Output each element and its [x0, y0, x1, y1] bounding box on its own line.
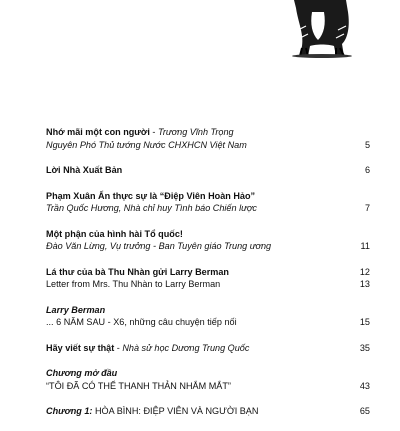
toc-text: HÒA BÌNH: ĐIỆP VIÊN VÀ NGƯỜI BẠN: [92, 406, 259, 416]
toc-text: Nguyên Phó Thủ tướng Nước CHXHCN Việt Nam: [46, 139, 247, 150]
page-number: 11: [360, 241, 370, 251]
toc-line: [46, 380, 374, 393]
toc-text: Lời Nhà Xuất Bản: [46, 165, 123, 175]
toc-entry[interactable]: [46, 367, 374, 392]
toc-entry[interactable]: [46, 405, 374, 418]
toc-text: -: [149, 127, 158, 137]
toc-text: Nhớ mãi một con người: [46, 127, 150, 137]
toc-entry[interactable]: [46, 342, 374, 355]
toc-line: [46, 405, 374, 418]
toc-text: Lá thư của bà Thu Nhàn gửi Larry Berman: [46, 266, 229, 277]
toc-line: [46, 164, 374, 177]
toc-text: Hãy viết sự thật: [46, 342, 115, 353]
toc-text: Trương Vĩnh Trọng: [157, 127, 234, 137]
toc-text: Phạm Xuân Ẩn thực sự là “Điệp Viên Hoàn Hảo”: [46, 190, 256, 201]
page-number: 7: [364, 203, 370, 213]
toc-text: Chương 1:: [46, 406, 93, 416]
toc-text: Một phận của hình hài Tổ quốc!: [46, 228, 183, 239]
toc-line: [46, 240, 374, 253]
toc-text: -: [114, 342, 123, 353]
page-number: 43: [359, 380, 370, 391]
toc-text: Larry Berman: [46, 304, 106, 315]
toc-entry[interactable]: [46, 304, 374, 329]
toc-text: “TÔI ĐÃ CÓ THỂ THANH THẢN NHẮM MẮT”: [46, 380, 231, 391]
table-of-contents: [46, 126, 374, 431]
page-number: 65: [359, 406, 370, 416]
page-number: 35: [359, 342, 370, 353]
toc-line: [46, 342, 374, 355]
toc-text: Chương mở đầu: [46, 368, 118, 378]
toc-text: ... 6 NĂM SAU - X6, những câu chuyện tiếp nối: [46, 317, 237, 327]
toc-line: [46, 278, 374, 291]
toc-line: [46, 190, 374, 203]
page-number: 13: [359, 279, 370, 289]
toc-line: [46, 304, 374, 317]
toc-entry[interactable]: [46, 266, 374, 291]
page-number: 15: [359, 317, 370, 327]
page-number: 6: [364, 165, 370, 175]
toc-entry[interactable]: [46, 190, 374, 215]
toc-text: Letter from Mrs. Thu Nhàn to Larry Berman: [46, 279, 221, 289]
toc-line: [46, 139, 374, 152]
toc-text: Trần Quốc Hương, Nhà chỉ huy Tình báo Chiến lược: [46, 203, 257, 213]
page-number: 5: [364, 139, 370, 150]
toc-entry[interactable]: [46, 126, 374, 151]
toc-text: Nhà sử học Dương Trung Quốc: [122, 342, 250, 353]
toc-line: [46, 228, 374, 241]
toc-entry[interactable]: [46, 228, 374, 253]
toc-entry[interactable]: [46, 164, 374, 177]
page-number: 12: [359, 266, 370, 277]
toc-line: [46, 202, 374, 215]
toc-line: [46, 367, 374, 380]
toc-line: [46, 266, 374, 279]
toc-text: Đào Văn Lừng, Vụ trưởng - Ban Tuyên giáo Trung ương: [46, 241, 272, 251]
dog-illustration-icon: [282, 0, 362, 58]
toc-line: [46, 316, 374, 329]
toc-line: [46, 126, 374, 139]
